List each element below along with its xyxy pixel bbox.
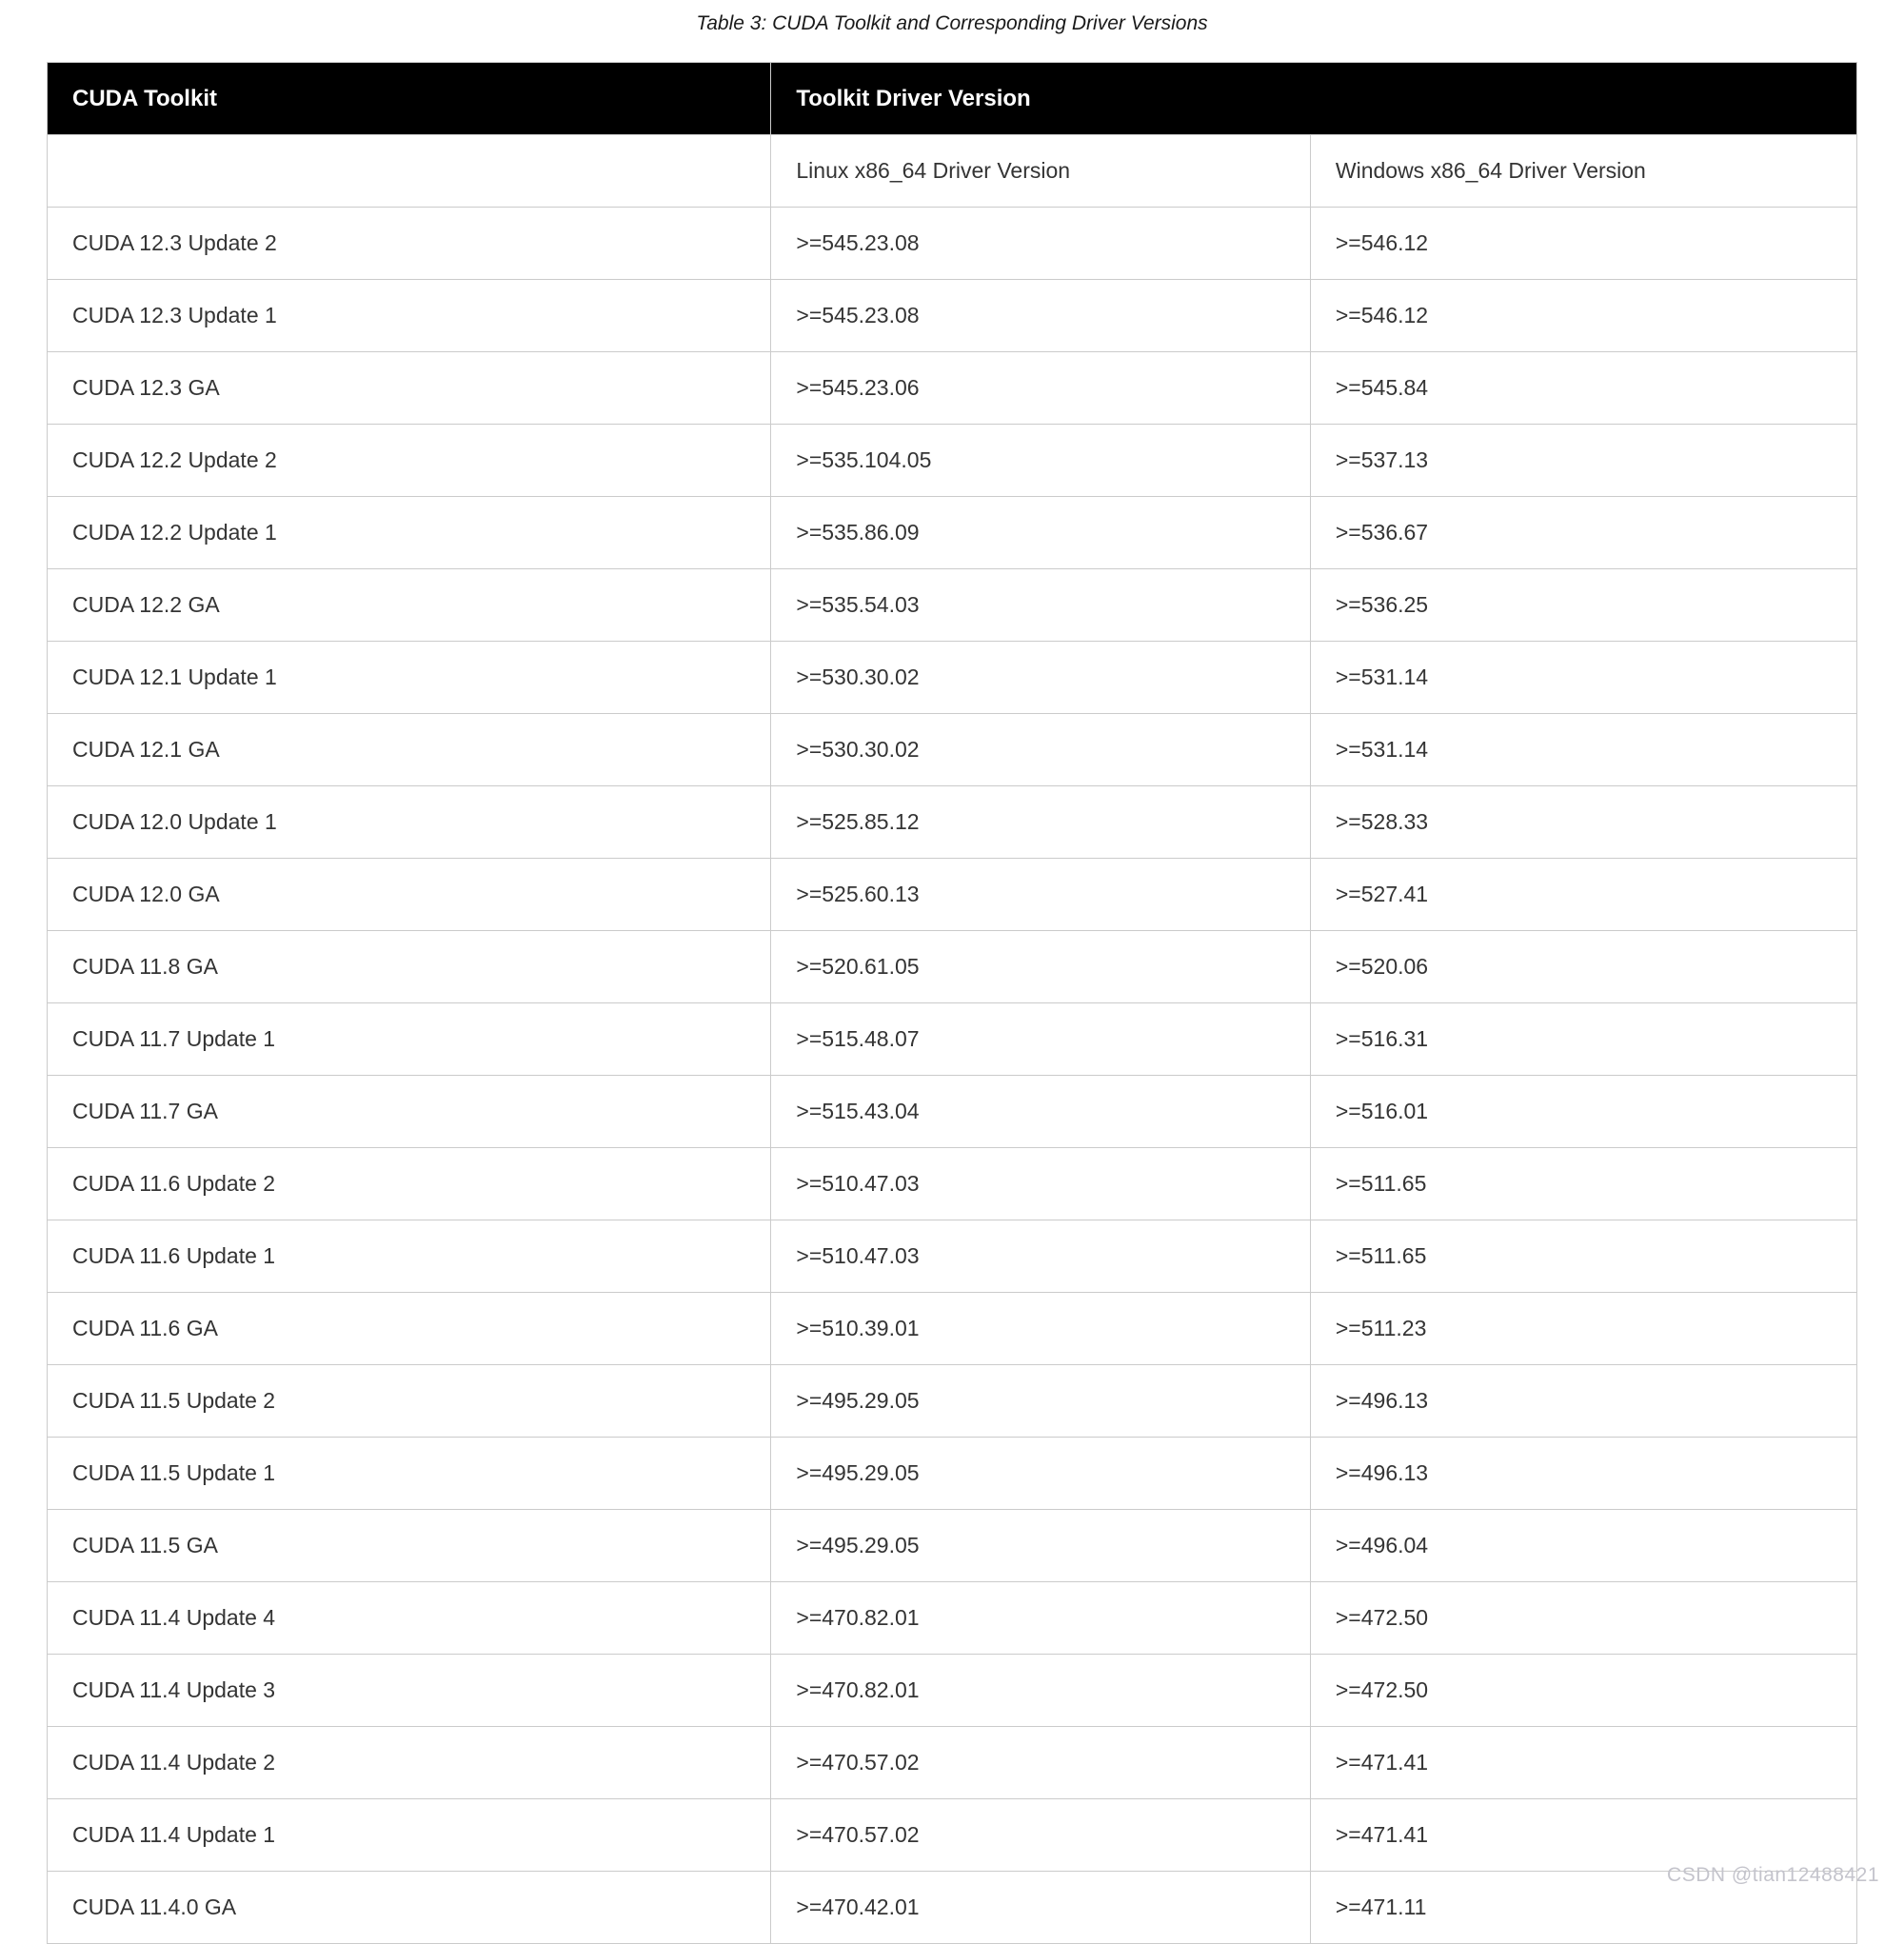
table-row [48,1148,1857,1220]
windows-driver-cell: >=472.50 [1310,1655,1856,1727]
table-row [48,569,1857,642]
linux-driver-cell: >=535.104.05 [771,425,1310,497]
toolkit-cell: CUDA 11.5 Update 2 [48,1365,771,1438]
windows-driver-cell: >=511.65 [1310,1220,1856,1293]
toolkit-cell: CUDA 11.4 Update 2 [48,1727,771,1799]
windows-driver-cell: >=545.84 [1310,352,1856,425]
toolkit-cell: CUDA 11.8 GA [48,931,771,1003]
toolkit-cell: CUDA 12.2 Update 1 [48,497,771,569]
table-row [48,1293,1857,1365]
toolkit-cell: CUDA 11.7 Update 1 [48,1003,771,1076]
table-body [48,208,1857,1944]
table-row [48,859,1857,931]
subheader-cell-windows-driver: Windows x86_64 Driver Version [1310,135,1856,208]
table-row [48,1727,1857,1799]
linux-driver-cell: >=510.47.03 [771,1220,1310,1293]
linux-driver-cell: >=515.48.07 [771,1003,1310,1076]
table-row [48,1076,1857,1148]
table-row [48,497,1857,569]
linux-driver-cell: >=470.57.02 [771,1727,1310,1799]
linux-driver-cell: >=545.23.06 [771,352,1310,425]
linux-driver-cell: >=525.60.13 [771,859,1310,931]
linux-driver-cell: >=510.39.01 [771,1293,1310,1365]
table-row [48,931,1857,1003]
windows-driver-cell: >=511.65 [1310,1148,1856,1220]
linux-driver-cell: >=530.30.02 [771,642,1310,714]
toolkit-cell: CUDA 12.3 GA [48,352,771,425]
windows-driver-cell: >=546.12 [1310,280,1856,352]
toolkit-cell: CUDA 11.4 Update 1 [48,1799,771,1872]
toolkit-cell: CUDA 11.5 Update 1 [48,1438,771,1510]
toolkit-cell: CUDA 11.5 GA [48,1510,771,1582]
linux-driver-cell: >=545.23.08 [771,280,1310,352]
toolkit-cell: CUDA 12.0 GA [48,859,771,931]
linux-driver-cell: >=535.86.09 [771,497,1310,569]
windows-driver-cell: >=471.41 [1310,1799,1856,1872]
table-row [48,208,1857,280]
toolkit-cell: CUDA 12.3 Update 1 [48,280,771,352]
linux-driver-cell: >=470.57.02 [771,1799,1310,1872]
toolkit-cell: CUDA 12.2 GA [48,569,771,642]
toolkit-cell: CUDA 11.7 GA [48,1076,771,1148]
toolkit-cell: CUDA 12.2 Update 2 [48,425,771,497]
toolkit-cell: CUDA 11.4 Update 3 [48,1655,771,1727]
linux-driver-cell: >=470.82.01 [771,1582,1310,1655]
table-row [48,352,1857,425]
subheader-cell-blank [48,135,771,208]
subheader-row [48,135,1857,208]
table-caption: Table 3: CUDA Toolkit and Corresponding Driver Versions [696,12,1208,34]
linux-driver-cell: >=530.30.02 [771,714,1310,786]
linux-driver-cell: >=495.29.05 [771,1510,1310,1582]
table-row [48,1438,1857,1510]
windows-driver-cell: >=496.13 [1310,1365,1856,1438]
windows-driver-cell: >=516.31 [1310,1003,1856,1076]
windows-driver-cell: >=516.01 [1310,1076,1856,1148]
driver-version-table [47,62,1857,1944]
linux-driver-cell: >=515.43.04 [771,1076,1310,1148]
toolkit-cell: CUDA 11.6 Update 2 [48,1148,771,1220]
table-row [48,425,1857,497]
table-row [48,1872,1857,1944]
windows-driver-cell: >=472.50 [1310,1582,1856,1655]
toolkit-cell: CUDA 12.0 Update 1 [48,786,771,859]
toolkit-cell: CUDA 11.4 Update 4 [48,1582,771,1655]
linux-driver-cell: >=470.42.01 [771,1872,1310,1944]
windows-driver-cell: >=531.14 [1310,642,1856,714]
linux-driver-cell: >=495.29.05 [771,1365,1310,1438]
header-cell-cuda-toolkit: CUDA Toolkit [48,63,771,135]
table-row [48,1799,1857,1872]
table-row [48,642,1857,714]
toolkit-cell: CUDA 11.4.0 GA [48,1872,771,1944]
table-row [48,1365,1857,1438]
table-row [48,1582,1857,1655]
windows-driver-cell: >=546.12 [1310,208,1856,280]
linux-driver-cell: >=495.29.05 [771,1438,1310,1510]
table-row [48,714,1857,786]
table-row [48,280,1857,352]
windows-driver-cell: >=496.13 [1310,1438,1856,1510]
csdn-watermark: CSDN @tian12488421 [1667,1864,1879,1886]
toolkit-cell: CUDA 12.3 Update 2 [48,208,771,280]
linux-driver-cell: >=545.23.08 [771,208,1310,280]
table-row [48,1655,1857,1727]
toolkit-cell: CUDA 11.6 Update 1 [48,1220,771,1293]
subheader-cell-linux-driver: Linux x86_64 Driver Version [771,135,1310,208]
windows-driver-cell: >=496.04 [1310,1510,1856,1582]
windows-driver-cell: >=531.14 [1310,714,1856,786]
toolkit-cell: CUDA 12.1 Update 1 [48,642,771,714]
toolkit-cell: CUDA 11.6 GA [48,1293,771,1365]
table-row [48,786,1857,859]
table-row [48,1510,1857,1582]
linux-driver-cell: >=525.85.12 [771,786,1310,859]
linux-driver-cell: >=470.82.01 [771,1655,1310,1727]
linux-driver-cell: >=520.61.05 [771,931,1310,1003]
windows-driver-cell: >=537.13 [1310,425,1856,497]
linux-driver-cell: >=510.47.03 [771,1148,1310,1220]
table-row [48,1220,1857,1293]
windows-driver-cell: >=527.41 [1310,859,1856,931]
header-cell-toolkit-driver-version: Toolkit Driver Version [771,63,1857,135]
windows-driver-cell: >=536.67 [1310,497,1856,569]
header-row [48,63,1857,135]
toolkit-cell: CUDA 12.1 GA [48,714,771,786]
windows-driver-cell: >=528.33 [1310,786,1856,859]
windows-driver-cell: >=471.11 [1310,1872,1856,1944]
windows-driver-cell: >=511.23 [1310,1293,1856,1365]
linux-driver-cell: >=535.54.03 [771,569,1310,642]
windows-driver-cell: >=471.41 [1310,1727,1856,1799]
windows-driver-cell: >=520.06 [1310,931,1856,1003]
table-row [48,1003,1857,1076]
windows-driver-cell: >=536.25 [1310,569,1856,642]
